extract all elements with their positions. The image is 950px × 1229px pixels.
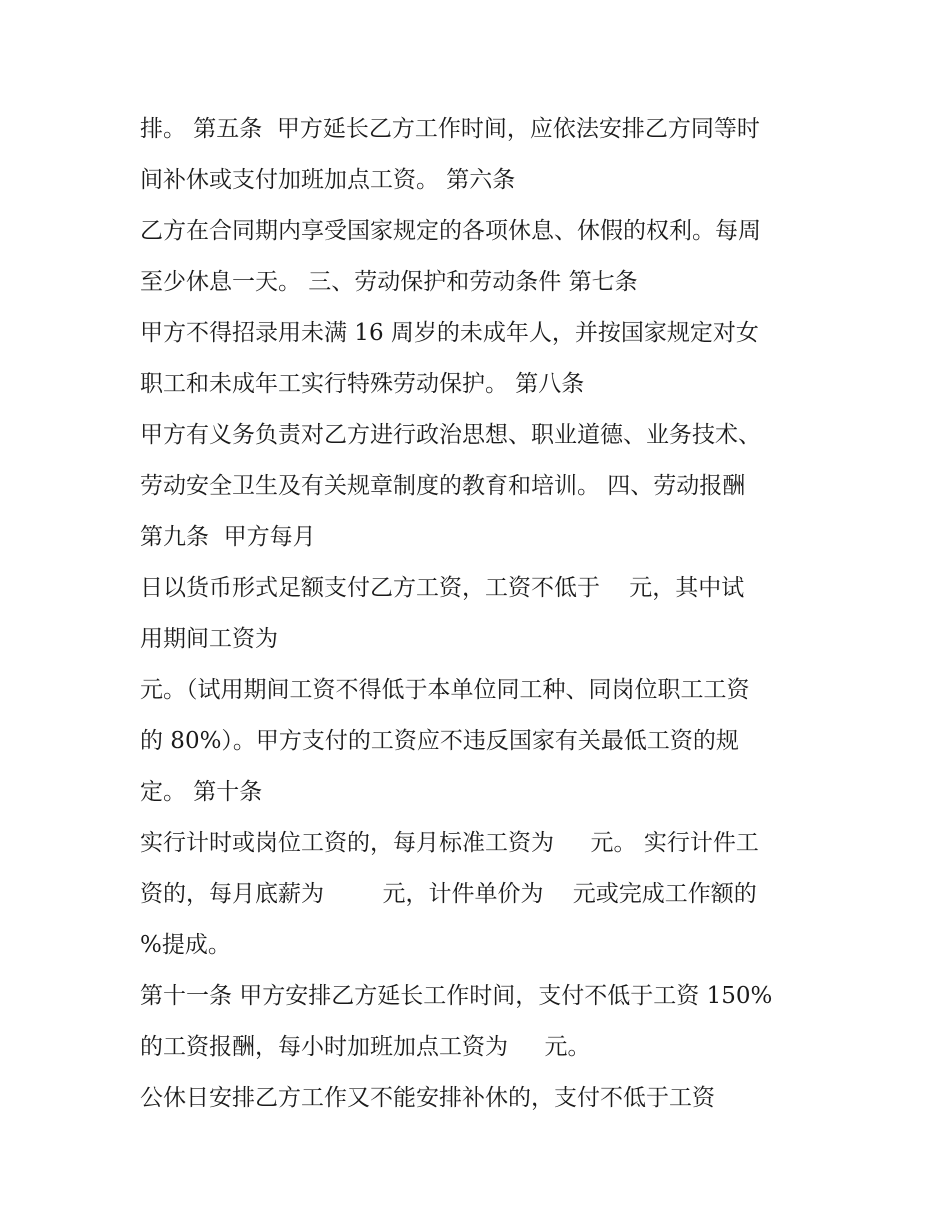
text-line: 实行计时或岗位工资的，每月标准工资为 元。 实行计件工 <box>140 830 759 856</box>
text-line: 至少休息一天。 三、劳动保护和劳动条件 第七条 <box>140 269 638 295</box>
text-line: 甲方有义务负责对乙方进行政治思想、职业道德、业务技术、 <box>140 422 761 448</box>
text-line: 排。 第五条 甲方延长乙方工作时间，应依法安排乙方同等时 <box>140 116 760 142</box>
text-line: 元。（试用期间工资不得低于本单位同工种、同岗位职工工资 <box>140 677 750 703</box>
text-line: 劳动安全卫生及有关规章制度的教育和培训。 四、劳动报酬 <box>140 473 746 499</box>
text-line: 乙方在合同期内享受国家规定的各项休息、休假的权利。每周 <box>140 218 761 244</box>
text-line: %提成。 <box>140 932 231 958</box>
text-line: 甲方不得招录用未满 16 周岁的未成年人，并按国家规定对女 <box>140 320 759 346</box>
text-line: 日以货币形式足额支付乙方工资，工资不低于 元，其中试 <box>140 575 745 601</box>
text-line: 间补休或支付加班加点工资。 第六条 <box>140 167 516 193</box>
text-line: 的 80%）。甲方支付的工资应不违反国家有关最低工资的规 <box>140 728 739 754</box>
text-line: 公休日安排乙方工作又不能安排补休的，支付不低于工资 <box>140 1085 715 1111</box>
text-line: 职工和未成年工实行特殊劳动保护。 第八条 <box>140 371 585 397</box>
text-line: 第十一条 甲方安排乙方延长工作时间，支付不低于工资 150% <box>140 983 773 1009</box>
text-line: 的工资报酬，每小时加班加点工资为 元。 <box>140 1034 591 1060</box>
text-line: 定。 第十条 <box>140 779 263 805</box>
contract-body-text <box>140 108 820 1128</box>
text-line: 用期间工资为 <box>140 626 278 652</box>
text-line: 资的，每月底薪为 元，计件单价为 元或完成工作额的 <box>140 881 757 907</box>
text-line: 第九条 甲方每月 <box>140 524 316 550</box>
